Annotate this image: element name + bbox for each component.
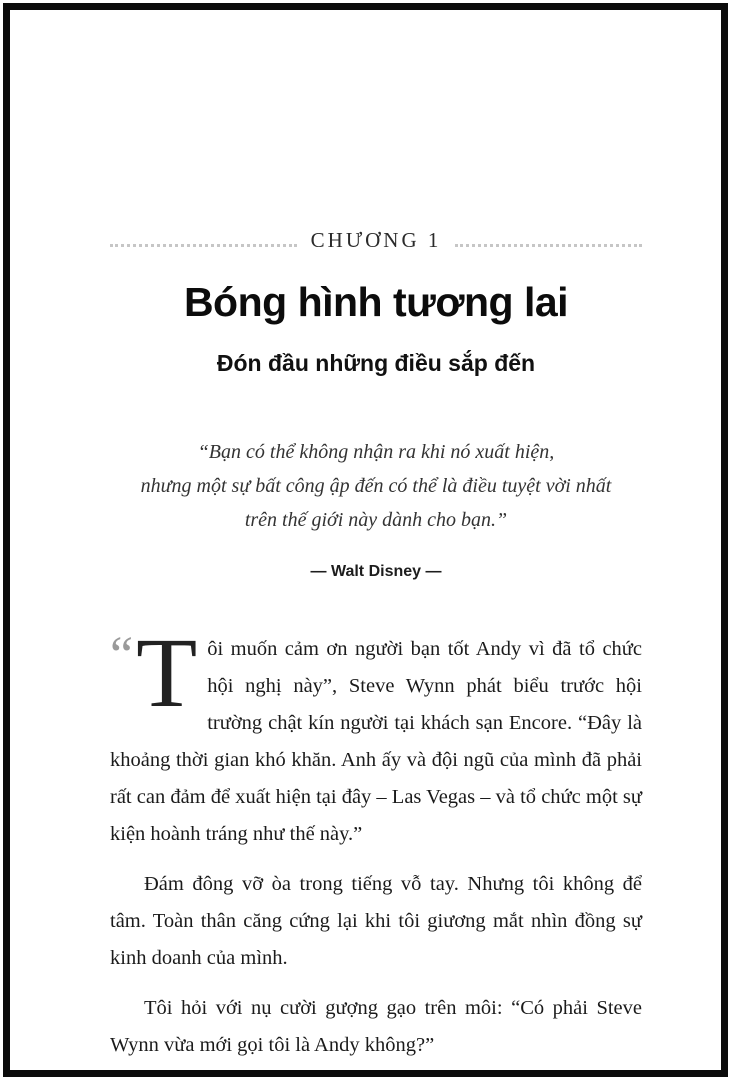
epigraph-quote: [110, 435, 642, 537]
body-paragraph-1: [110, 617, 642, 853]
dropcap-quote-mark: “: [110, 627, 134, 684]
quote-attribution: — Walt Disney —: [310, 563, 442, 580]
quote-line-3: trên thế giới này dành cho bạn.”: [244, 509, 508, 531]
dropcap: [110, 617, 198, 728]
body-text: [110, 617, 642, 1064]
chapter-header: [110, 228, 642, 253]
chapter-label: CHƯƠNG 1: [310, 228, 442, 252]
page-border-frame: [3, 3, 728, 1077]
body-paragraph-2: Đám đông vỡ òa trong tiếng vỗ tay. Nhưng tôi không để tâm. Toàn thân căng cứng lại khi tôi giương mắt nhìn đồng sự kinh doanh của mình.: [110, 873, 642, 969]
page-content: [110, 10, 642, 1077]
dropcap-letter: T: [136, 617, 198, 728]
paragraph-text: ôi muốn cảm ơn người bạn tốt Andy vì đã tổ chức hội nghị này”, Steve Wynn phát biểu trước hội trường chật kín người tại khách sạn Encore. “Đây là khoảng thời gian khó khăn. Anh ấy và đội ngũ của mình đã phải rất can đảm để xuất hiện tại đây – Las Vegas – và tổ chức một sự kiện hoành tráng như thế này.”: [110, 638, 642, 845]
quote-line-2: nhưng một sự bất công ập đến có thể là điều tuyệt vời nhất: [140, 475, 612, 497]
quote-line-1: “Bạn có thể không nhận ra khi nó xuất hiện,: [197, 441, 555, 463]
dotted-line-left: [110, 244, 297, 247]
dotted-line-right: [455, 244, 642, 247]
body-paragraph-3: Tôi hỏi với nụ cười gượng gạo trên môi: “Có phải Steve Wynn vừa mới gọi tôi là Andy không?”: [110, 997, 642, 1056]
chapter-subtitle: Đón đầu những điều sắp đến: [216, 350, 536, 376]
chapter-title: Bóng hình tương lai: [183, 279, 569, 325]
